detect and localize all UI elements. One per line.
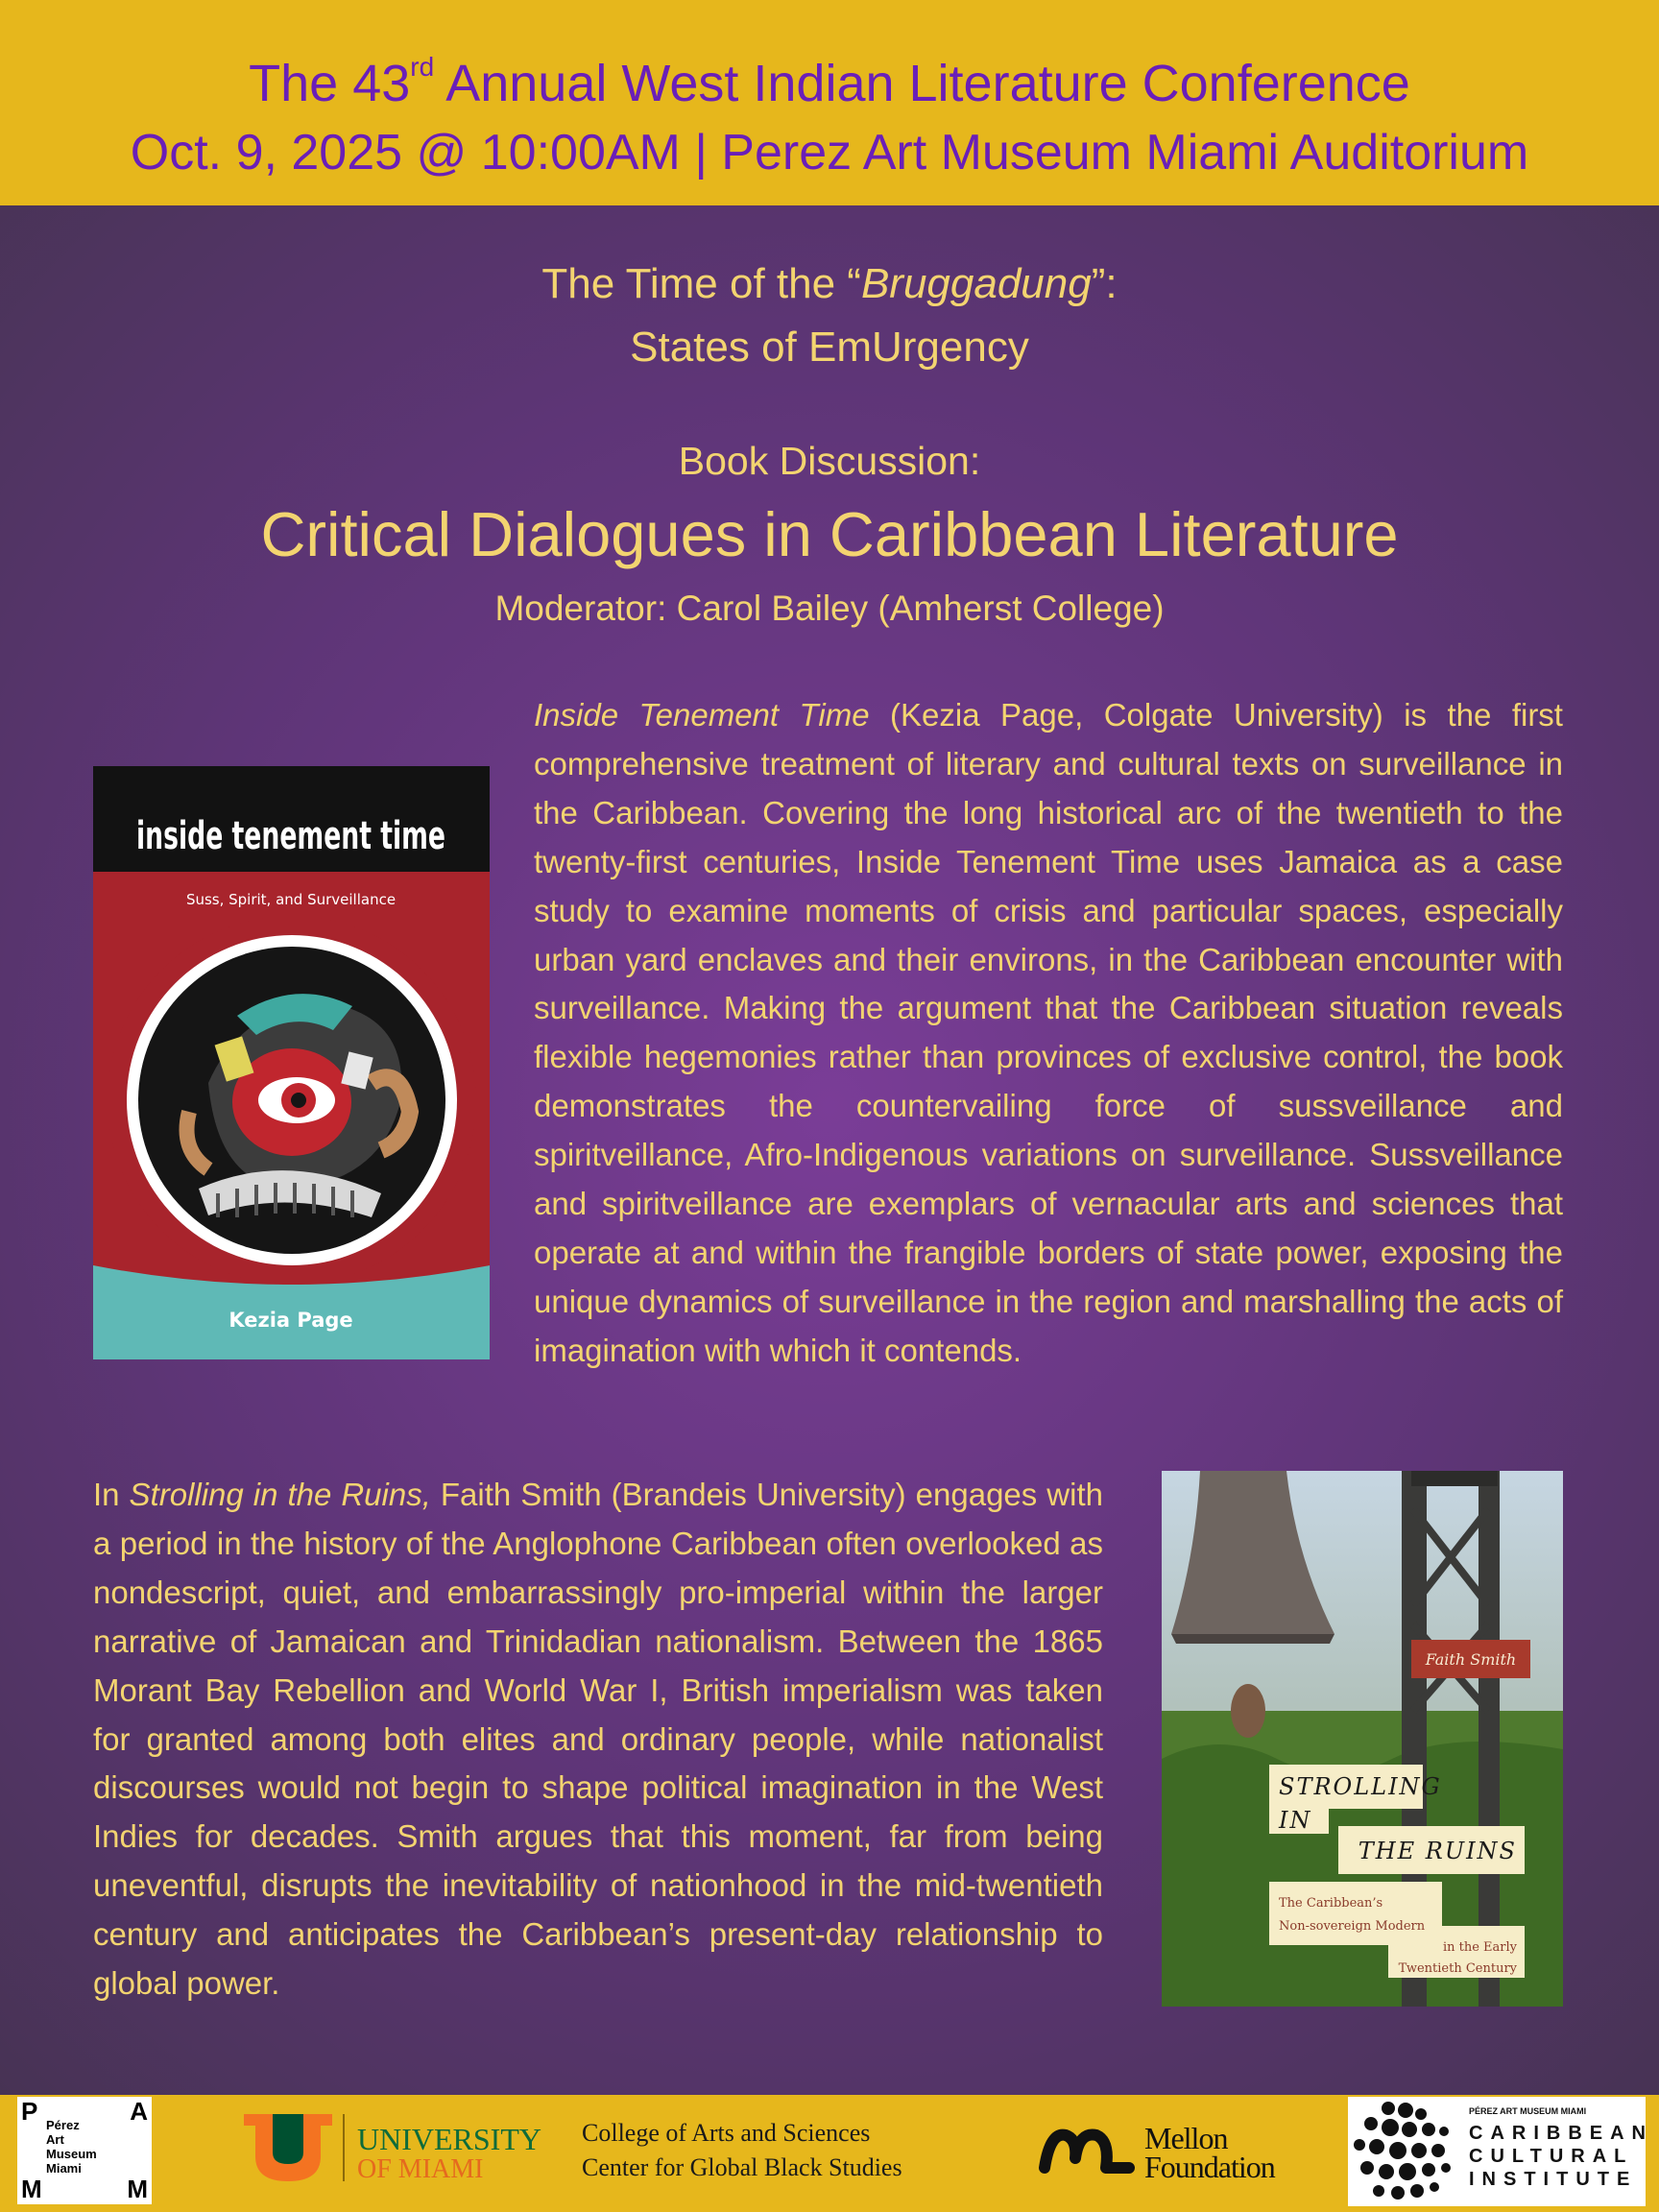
- cover-title: inside tenement time: [136, 814, 445, 858]
- moderator: Moderator: Carol Bailey (Amherst College): [494, 589, 1165, 628]
- pamm-letter-p: P: [21, 2097, 38, 2126]
- cci-line2: CULTURAL: [1469, 2146, 1634, 2167]
- event-kicker: Book Discussion:: [678, 439, 981, 483]
- mellon-name-line1: Mellon: [1144, 2121, 1228, 2155]
- um-divider: [343, 2114, 345, 2181]
- mellon-name-line2: Foundation: [1144, 2150, 1275, 2184]
- date-venue: Oct. 9, 2025 @ 10:00AM | Perez Art Museum Miami Auditorium: [130, 125, 1529, 180]
- book-cover-strolling-in-the-ruins: [1162, 1471, 1563, 2007]
- event-title: Critical Dialogues in Caribbean Literature: [260, 499, 1399, 569]
- mellon-logo-mark: [1037, 2124, 1137, 2177]
- um-name-line1: UNIVERSITY: [357, 2122, 541, 2156]
- cover-art-strolling-in-the-ruins: [1162, 1471, 1563, 2007]
- cover-author: Kezia Page: [228, 1309, 353, 1332]
- cover-title-line3: THE RUINS: [1358, 1838, 1517, 1864]
- um-name-line2: OF MIAMI: [357, 2154, 484, 2184]
- college-arts-sciences: College of Arts and Sciences: [582, 2119, 871, 2147]
- ordinal-suffix: rd: [410, 52, 435, 82]
- book1-description: Inside Tenement Time (Kezia Page, Colgate University) is the first comprehensive treatment of literary and cultural texts on surveillance in the Caribbean. Covering the long historical arc of the twentieth to the twenty-first centuries, Inside Tenement Time uses Jamaica as a case study to examine moments of crisis and particular spaces, especially urban yard enclaves and their environs, in the Caribbean encounter with surveillance. Making the argument that the Caribbean situation reveals flexible hegemonies rather than provinces of exclusive control, the book demonstrates the countervailing force of sussveillance and spiritveillance, Afro-Indigenous variations on surveillance. Sussveillance and spiritveillance are exemplars of vernacular arts and sciences that operate at and within the frangible borders of state power, exposing the unique dynamics of surveillance in the region and marshalling the acts of imagination with which it contends.: [534, 697, 1563, 1368]
- cover-sub-line4: Twentieth Century: [1398, 1961, 1517, 1976]
- um-u-logo: [244, 2114, 332, 2181]
- cover-art-inside-tenement-time: [93, 766, 490, 1359]
- theme-subtitle: States of EmUrgency: [630, 324, 1029, 371]
- cover-sub-line2: Non-sovereign Modern: [1279, 1919, 1426, 1934]
- book2-description: In Strolling in the Ruins, Faith Smith (Brandeis University) engages with a period in the history of the Anglophone Caribbean often overlooked as nondescript, quiet, and embarrassingly pro-imperial within the larger narrative of Jamaican and Trinidadian nationalism. Between the 1865 Morant Bay Rebellion and World War I, British imperialism was taken for granted among both elites and ordinary people, while nationalist discourses would not begin to shape political imagination in the West Indies for decades. Smith argues that this moment, far from being uneventful, disrupts the inevitability of nationhood in the mid-twentieth century and anticipates the Caribbean’s present-day relationship to global power.: [93, 1477, 1103, 2002]
- cover-sub-line1: The Caribbean’s: [1279, 1896, 1383, 1911]
- pamm-word2: Art: [46, 2132, 64, 2147]
- pamm-logo: [17, 2097, 152, 2204]
- cover-title-line2: IN: [1279, 1807, 1312, 1834]
- cci-dots-mark: [1350, 2099, 1461, 2204]
- pamm-letter-a: A: [130, 2097, 148, 2126]
- center-global-black-studies: Center for Global Black Studies: [582, 2153, 902, 2181]
- cover-author: Faith Smith: [1425, 1650, 1517, 1669]
- conference-title: The 43rd Annual West Indian Literature Conference: [249, 52, 1410, 112]
- cover-title-line1: STROLLING: [1279, 1773, 1442, 1800]
- cci-museum-label: PÉREZ ART MUSEUM MIAMI: [1469, 2106, 1587, 2116]
- cci-line3: INSTITUTE: [1469, 2169, 1638, 2190]
- pamm-letter-m1: M: [21, 2175, 42, 2203]
- book-cover-inside-tenement-time: [93, 766, 490, 1359]
- pamm-word3: Museum: [46, 2147, 97, 2161]
- cover-subtitle: Suss, Spirit, and Surveillance: [185, 891, 397, 908]
- theme-title: The Time of the “Bruggadung”:: [541, 260, 1118, 307]
- cci-line1: CARIBBEAN: [1469, 2123, 1653, 2144]
- cover-sub-line3: in the Early: [1442, 1940, 1517, 1955]
- pamm-word4: Miami: [46, 2161, 82, 2176]
- pamm-letter-m2: M: [127, 2175, 148, 2203]
- pamm-word1: Pérez: [46, 2118, 80, 2132]
